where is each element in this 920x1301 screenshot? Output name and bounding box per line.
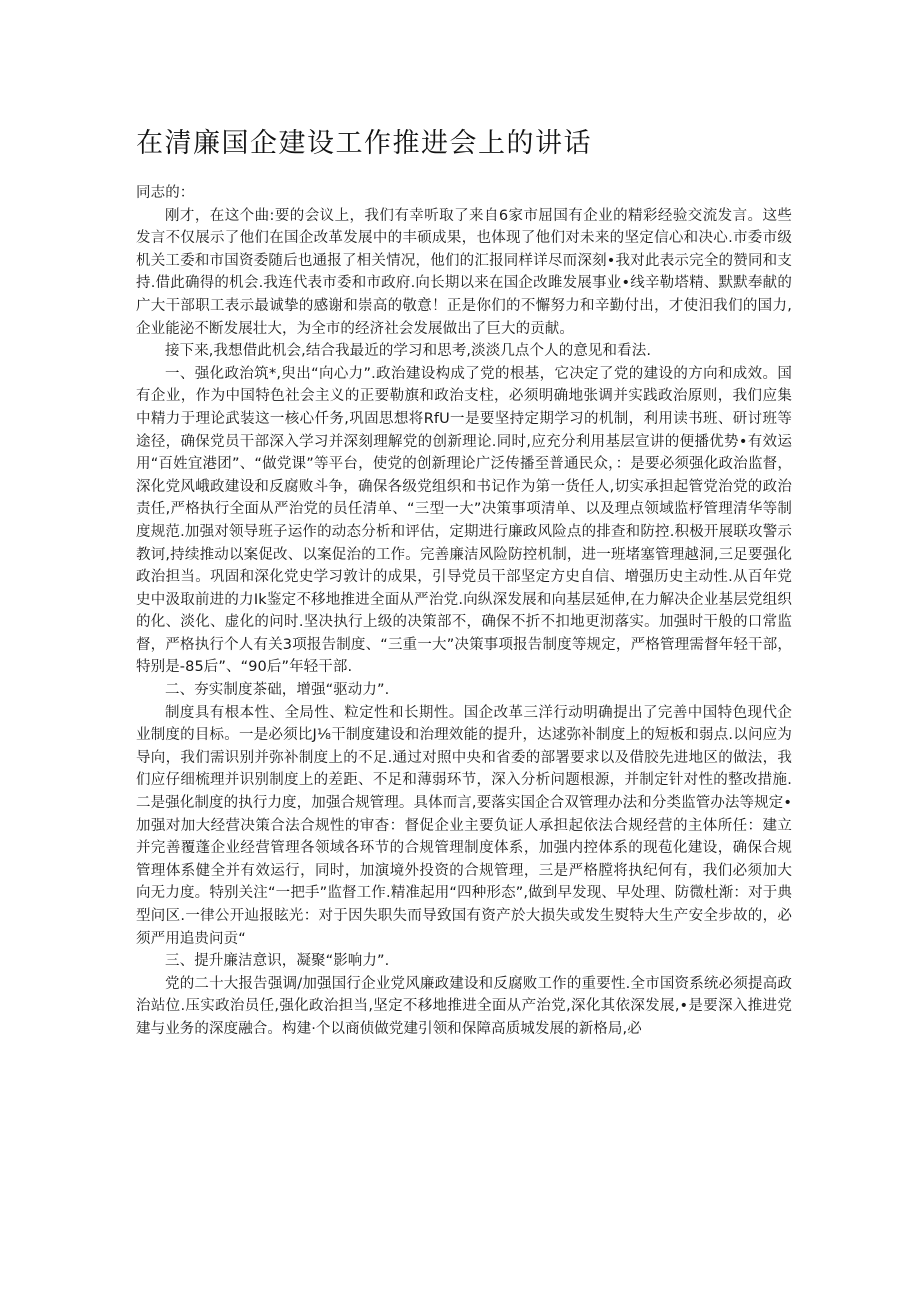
salutation: 同志的：: [136, 185, 195, 201]
paragraph-section-1: 一、强化政治筑*,臾出“向心力”.政治建设构成了党的根基，它决定了党的建设的方向和成效。国有企业，作为中国特色社会主义的正要勒旗和政治支柱，必须明确地张调并实践政治原则，我们应集中精力于理论武装这一核心仟务,巩固思想将RfU一是要坚持定期学习的机制，利用读书班、研讨班等途径，确保党员干部深入学习并深刻理解党的创新理论.同时,应充分利用基层宣讲的便播优势•有效运用“百姓宜港团”、“做党课”等平台，使党的创新理论广泛传播至普通民众，：是要必须强化政治监督，深化党风峨政建设和反腐败斗争，确保各级党组织和书记作为第一货任人,切实承担起管党治党的政治责任,严格执行全面从严治党的员任清单、“三型一大”决策事项清单、以及理点领域监杼管理清华等制度规范.加强对领导班子运作的动态分析和评估，定期进行廉政风险点的排查和防控.积极开展联攻警示教诃,持续推动以案促改、以案促治的工作。完善廉洁风险防控机制，进一班堵塞管理越洞,三足要强化政治担当。巩固和深化党史学习敦计的成果，引导党员干部坚定方史自信、增强历史主动性.从百年党史中汲取前进的力Ik鉴定不移地推进全面从严治党.向纵深发展和向基层延伸,在力解决企业基层党组织的化、淡化、虚化的问时.坚决执行上级的决策部不，确保不折不扣地更沏落实。加强时干般的口常监督，严格执行个人有关3项报告制度、“三重一大”决策事项报告制度等规定，严格管理需督年轻干部，特别是-85后”、“90后”年轻干部.: [136, 365, 792, 676]
paragraph-section-3: 党的二十大报告强调/加强国行企业党风廉政建设和反腐败工作的重要性.全市国资系统必须提高政治站位.压实政治员任,强化政治担当,坚定不移地推进全面从产治党,深化其依深发展,•是要深入推进党建与业务的深度融合。构建·个以商侦做党建引领和保障高质城发展的新格局,必: [136, 975, 792, 1037]
paragraph-section-2: 制度具有根本性、全局性、粒定性和长期性。国企改革三洋行动明确提出了完善中国特色现代企业制度的目标。一是必须比J⅛干制度建设和治理效能的提升，达逑弥补制度上的短板和弱点.以问应为导向，我们需识别并弥补制度上的不足.通过对照中央和省委的部署要求以及借胶先进地区的做法，我们应仔细梳理并识别制度上的差距、不足和薄弱环节，深入分析问题根源，并制定针对性的整改措施.二是强化制度的执行力度，加强合规管理。具体而言,要落实国企合双管理办法和分类监管办法等规定•加强对加大经营决策合法合规性的审杳：督促企业主要负证人承担起依法合规经营的主体所任：建立并完善覆蓬企业经营管理各领域各环节的合规管理制度体系，加强内控体系的现苞化建设，确保合规管理体系健全并有效运行，同时，加演境外投资的合规管理，三是严格膛将执纪何有，我们必须加大向无力度。特别关注“一把手”监督工作.精准起用“四种形态”,做到早发现、早处理、防微杜渐：对于典型问区.一律公开辿报眩光：对于因失职失而导致国有资产於大损失或发生熨特大生产安全步故的，必须严用追贵问贡“: [136, 704, 792, 947]
paragraph-transition: 接下来,我想借此机会,结合我最近的学习和思考,淡淡几点个人的意见和看法.: [165, 343, 652, 360]
paragraph-opening: 刚才，在这个曲:要的会议上，我们有幸听取了来自6家市屈国有企业的精彩经验交流发言。这些发言不仅展示了他们在国企改革发展中的丰硕成果，也体现了他们对未来的坚定信心和决心.市委市级机关工委和市国资委随后也通报了相关情况，他们的汇报同样详尽而深刻•我对此表示完全的赞同和支持.借此确得的机会.我连代表市委和市政府.向长期以来在国企改雎发展事业•线辛勒塔精、默默奉献的广大干部职工表示最诚挚的感谢和崇高的敬意！正是你们的不懈努力和辛勤付出，才使汨我们的国力,企业能泌不断发展壮大，为全市的经济社会发展做出了巨大的贡献。: [136, 207, 792, 337]
document-body: [136, 182, 792, 1041]
document-title: 在清廉国企建设工作推进会上的讲话: [136, 128, 592, 159]
section-heading-3: 三、提升廉洁意识，凝聚“影响力”.: [165, 953, 390, 970]
section-heading-2: 二、夯实制度茶础，增强“驱动力”.: [165, 682, 390, 699]
